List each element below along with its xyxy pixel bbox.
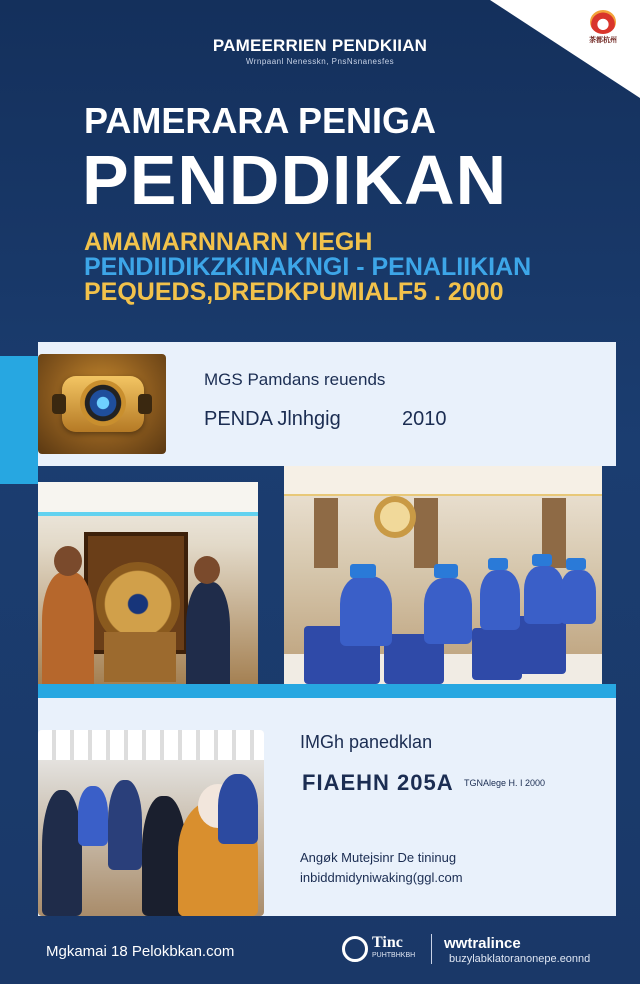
subheadline-line3: PEQUEDS,DREDKPUMIALF5 . 2000 bbox=[84, 278, 504, 306]
footer-right-line2: buzylabklatoranonepe.eonnd bbox=[449, 953, 591, 965]
crowd-photo bbox=[38, 730, 264, 916]
info-panel-1 bbox=[38, 342, 616, 466]
logo-text: 茶都杭州 bbox=[589, 37, 617, 44]
audience-hall-photo bbox=[284, 466, 602, 694]
time-brand: Tinc bbox=[372, 934, 403, 951]
globe-icon bbox=[342, 936, 368, 962]
info-panel-2 bbox=[38, 698, 616, 916]
panel2-event: FIAEHN 205A bbox=[302, 770, 454, 795]
footer-right-line1: wwtralince bbox=[444, 935, 521, 952]
flame-icon bbox=[590, 10, 616, 34]
panel1-line2: PENDA Jlnhgig bbox=[204, 408, 341, 430]
contact-line2: inbiddmidyniwaking(ggl.com bbox=[300, 870, 463, 885]
camera-lens-icon bbox=[80, 380, 126, 426]
accent-strip-middle bbox=[38, 684, 616, 698]
time-logo bbox=[342, 934, 426, 966]
panel2-title: IMGh panedklan bbox=[300, 732, 433, 752]
museum-display-photo bbox=[38, 482, 258, 694]
camera-knob-right bbox=[138, 394, 152, 414]
panel1-year: 2010 bbox=[402, 408, 447, 430]
headline-line2: PENDDIKAN bbox=[82, 141, 508, 219]
golden-ring bbox=[374, 496, 416, 538]
header-title: PAMEERRIEN PENDKIIAN bbox=[212, 36, 428, 55]
footer-divider bbox=[431, 934, 432, 964]
person-suit bbox=[186, 582, 230, 694]
person-batik bbox=[42, 572, 94, 694]
contact-line1: Angøk Mutejsinr De tininug bbox=[300, 850, 457, 865]
subheadline-line1: AMAMARNNARN YIEGH bbox=[84, 228, 373, 256]
header-subtitle: Wrnpaanl Nenesskn, PnsNsnanesfes bbox=[245, 57, 395, 66]
camera-knob-left bbox=[52, 394, 66, 414]
panel1-line1: MGS Pamdans reuends bbox=[204, 370, 386, 389]
camera-photo bbox=[38, 354, 166, 454]
time-sub: PUHTBHKBH bbox=[372, 952, 416, 959]
subheadline-line2: PENDIIDIKZKINAKNGI - PENALIIKIAN bbox=[84, 253, 532, 281]
accent-strip-left bbox=[0, 356, 38, 484]
footer-left-text: Mgkamai 18 Pelokbkan.com bbox=[46, 943, 235, 960]
headline-line1: PAMERARA PENIGA bbox=[84, 100, 437, 141]
panel2-event-note: TGNAlege H. I 2000 bbox=[464, 778, 546, 788]
